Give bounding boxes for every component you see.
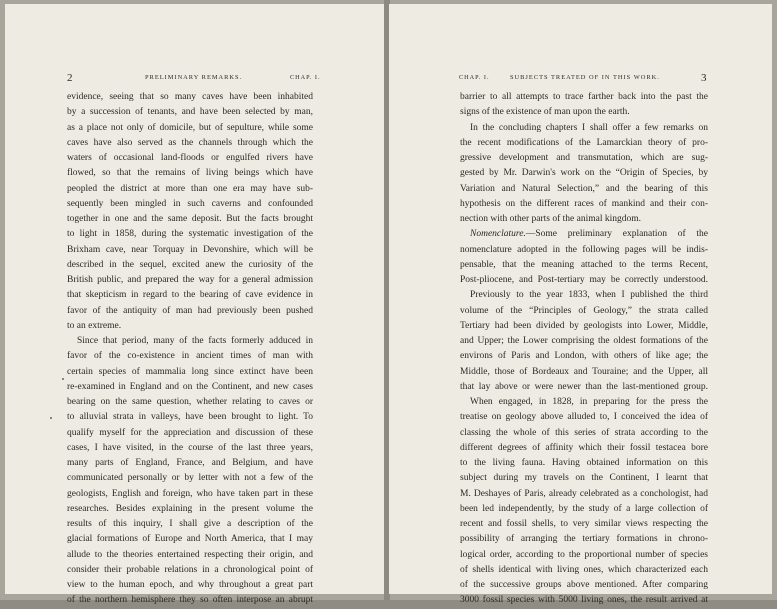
- text-line: favor of the co-existence in ancient times of man with: [67, 351, 313, 362]
- text-line: re-examined in England and on the Continent, and new cases: [67, 381, 313, 392]
- left-page: [5, 4, 385, 606]
- text-line: nomenclature adopted in the following pages will be indis-: [460, 244, 708, 255]
- text-line: M. Deshayes of Paris, already celebrated as a conchologist, had: [460, 488, 708, 499]
- text-line: Since that period, many of the facts formerly adduced in: [77, 336, 313, 346]
- text-line: that skepticism in regard to the bearing of cave evidence in: [67, 290, 313, 301]
- right-page-text: [460, 90, 708, 609]
- text-line: waters of occasional land-floods or engulfed rivers have: [67, 153, 313, 163]
- text-line: barrier to all attempts to trace farther back into the past the: [460, 92, 708, 102]
- page-number: 2: [67, 72, 73, 84]
- text-line: Variation and Natural Selection,” and the bearing of this: [460, 183, 708, 194]
- text-line: British public, and prepared the way for a general admission: [67, 275, 313, 285]
- text-line: Tertiary had been divided by geologists into Lower, Middle,: [460, 320, 708, 331]
- text-line: different degrees of affinity which their fossil testacea bore: [460, 442, 708, 453]
- text-line: Previously to the year 1833, when I published the third: [470, 290, 708, 301]
- text-line: of shells identical with living ones, which characterized each: [460, 564, 708, 575]
- text-line: and Upper; the Lower comprising the oldest formations of the: [460, 336, 708, 346]
- text-line: consider their probable relations in a chronological point of: [67, 564, 313, 575]
- running-head: PRELIMINARY REMARKS.: [145, 74, 243, 81]
- text-line: results of this inquiry, I shall give a description of the: [67, 519, 313, 529]
- text-line: evidence, seeing that so many caves have been inhabited: [67, 92, 313, 102]
- text-line: been led independently, by the study of a large collection of: [460, 503, 708, 514]
- text-line: environs of Paris and London, with others of like age; the: [460, 351, 708, 362]
- text-line: to light in 1858, during the systematic investigation of the: [67, 229, 313, 240]
- text-line: 3000 fossil species with 5000 living ones, the result arrived at: [460, 595, 708, 606]
- text-line: pensable, that the meaning attached to the terms Recent,: [460, 259, 708, 270]
- text-line: cases, I have visited, in the course of the last three years,: [67, 442, 313, 453]
- text-line: Brixham cave, near Torquay in Devonshire, which will be: [67, 244, 313, 255]
- text-line: nection with other parts of the animal kingdom.: [460, 214, 641, 224]
- text-line: recent and fossil shells, to very similar views respecting the: [460, 519, 708, 529]
- text-line: certain species of mammalia long since extinct have been: [67, 366, 313, 377]
- text-line: favor of the antiquity of man had previously been pushed: [67, 305, 313, 316]
- chapter-label: CHAP. I.: [290, 74, 321, 81]
- italic-heading: Nomenclature.: [470, 229, 526, 240]
- paper-speck: [50, 417, 52, 419]
- left-page-header: [5, 72, 385, 88]
- text-line: gested by Mr. Darwin's work on the “Origin of Species, by: [460, 168, 708, 179]
- text-line: allude to the theories entertained respecting their origin, and: [67, 549, 313, 560]
- text-line: volume of the “Principles of Geology,” the strata called: [460, 305, 708, 316]
- text-line: gressive development and transmutation, which are sug-: [460, 153, 708, 163]
- text-line: Middle, those of Bordeaux and Touraine; and the Upper, all: [460, 366, 708, 377]
- left-page-text: [67, 90, 313, 609]
- text-line: qualify myself for the appreciation and discussion of these: [67, 427, 313, 438]
- text-line: glacial formations of Europe and North America, that I may: [67, 534, 313, 545]
- text-line: bearing on the same question, whether relating to caves or: [67, 397, 313, 407]
- text-line: peopled the district at more than one era may have sub-: [67, 183, 313, 194]
- text-line: as a place not only of domicile, but of sepulture, while some: [67, 122, 313, 133]
- text-line: classing the whole of this series of strata according to the: [460, 427, 708, 438]
- page-number: 3: [701, 72, 707, 84]
- text-line: subject during my travels on the Continent, I learnt that: [460, 473, 708, 484]
- text-line: signs of the existence of man upon the earth.: [460, 107, 630, 118]
- paper-speck: [62, 378, 64, 380]
- text-line: researches. Besides explaining in the present volume the: [67, 503, 313, 514]
- text-line: that lay above or were newer than the last-mentioned group.: [460, 381, 708, 392]
- chapter-label: CHAP. I.: [459, 74, 490, 81]
- text-line: to an extreme.: [67, 320, 122, 331]
- text-line: the recent modifications of the Lamarckian theory of pro-: [460, 137, 708, 148]
- right-page-header: [389, 72, 772, 88]
- text-line: flowed, so that the remains of living beings which have: [67, 168, 313, 179]
- text-line: Nomenclature.—Some preliminary explanation of the: [470, 229, 708, 240]
- text-line: caves have also served as the channels through which the: [67, 137, 313, 148]
- text-line: possibility of arranging the tertiary formations in chrono-: [460, 534, 708, 545]
- text-line: geologists, English and foreign, who have taken part in these: [67, 488, 313, 499]
- text-line: by a succession of tenants, and have been selected by man,: [67, 107, 313, 118]
- right-page: [389, 4, 772, 606]
- running-head: SUBJECTS TREATED OF IN THIS WORK.: [510, 74, 660, 81]
- text-line: In the concluding chapters I shall offer a few remarks on: [470, 122, 708, 133]
- text-line: described in the sequel, excited anew the curiosity of the: [67, 259, 313, 270]
- text-line: hypothesis on the different races of mankind and their con-: [460, 198, 708, 209]
- text-line: view to the human epoch, and why throughout a great part: [67, 580, 313, 590]
- text-line: sequently been mingled in such caverns and confounded: [67, 198, 313, 209]
- text-line: logical order, according to the proportional number of species: [460, 549, 708, 560]
- text-line: many parts of England, France, and Belgium, and have: [67, 458, 313, 468]
- text-line: Post-pliocene, and Post-tertiary may be correctly understood.: [460, 275, 708, 285]
- text-line: of the successive groups above mentioned. After comparing: [460, 580, 708, 590]
- text-line: When engaged, in 1828, in preparing for the press the: [470, 397, 708, 407]
- text-line: to alluvial strata in valleys, have been brought to light. To: [67, 412, 313, 423]
- text-line: together in one and the same deposit. But the facts brought: [67, 214, 313, 224]
- text-line: treatise on geology above alluded to, I conceived the idea of: [460, 412, 708, 423]
- text-line: of the northern hemisphere they so often interpose an abrupt: [67, 595, 313, 606]
- text-line: communicated personally or by letter with not a few of the: [67, 473, 313, 484]
- text-line: to the living fauna. Having obtained information on this: [460, 458, 708, 468]
